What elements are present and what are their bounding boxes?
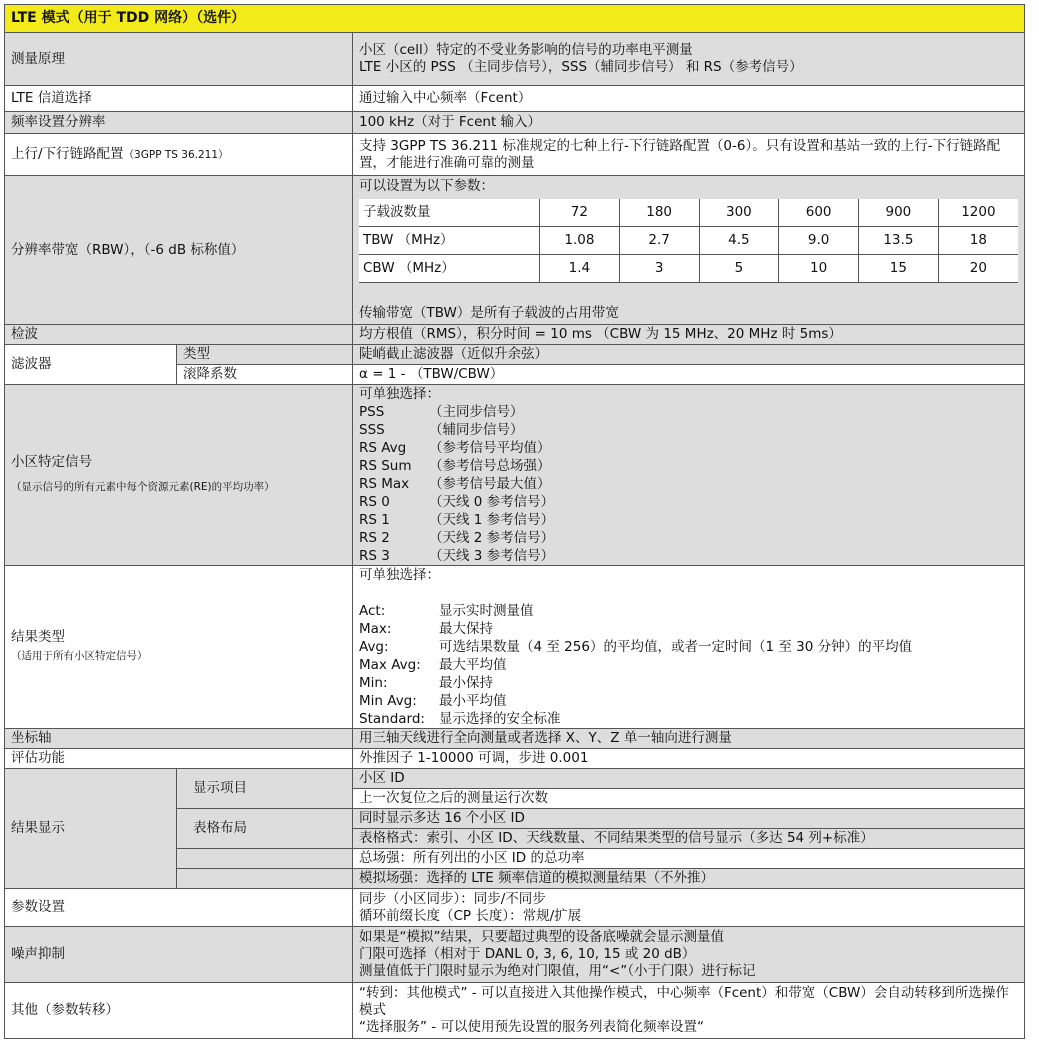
sub-label: 表格布局 bbox=[177, 809, 353, 849]
text-line: 测量值低于门限时显示为绝对门限值，用“<”（小于门限）进行标记 bbox=[359, 963, 756, 979]
row-value: 用三轴天线进行全向测量或者选择 X、Y、Z 单一轴向进行测量 bbox=[353, 729, 1025, 749]
text-line: 可以设置为以下参数： bbox=[359, 178, 494, 194]
sub-label: 显示项目 bbox=[177, 769, 353, 809]
row-cell-signal bbox=[5, 385, 1025, 566]
row-value: 均方根值（RMS），积分时间 = 10 ms （CBW 为 15 MHz、20 MHz 时 5ms） bbox=[353, 325, 1025, 345]
row-value bbox=[353, 176, 1025, 325]
text-line: “转到：其他模式” - 可以直接进入其他操作模式，中心频率（Fcent）和带宽（CBW）会自动转移到所选操作模式 bbox=[359, 985, 1009, 1018]
text-line: LTE 小区的 PSS （主同步信号），SSS（辅同步信号） 和 RS（参考信号） bbox=[359, 59, 803, 75]
rbw-table-row bbox=[359, 227, 1018, 255]
rbw-cell: 2.7 bbox=[619, 227, 699, 255]
label-text: 结果类型 bbox=[11, 629, 65, 645]
row-result-type bbox=[5, 566, 1025, 729]
list-item: RS Avg （参考信号平均值） bbox=[359, 440, 551, 456]
row-value: 100 kHz（对于 Fcent 输入） bbox=[353, 112, 1025, 134]
title-row bbox=[5, 5, 1025, 33]
row-other bbox=[5, 983, 1025, 1039]
rbw-cell: TBW （MHz） bbox=[359, 227, 540, 255]
row-eval bbox=[5, 749, 1025, 769]
list-item: PSS （主同步信号） bbox=[359, 404, 524, 420]
row-value: 模拟场强：选择的 LTE 频率信道的模拟测量结果（不外推） bbox=[353, 869, 1025, 889]
text-line: 同步（小区同步）：同步/不同步 bbox=[359, 890, 546, 907]
row-value bbox=[353, 385, 1025, 566]
rbw-cell: 600 bbox=[779, 199, 859, 227]
row-value: 外推因子 1-10000 可调，步进 0.001 bbox=[353, 749, 1025, 769]
rbw-cell: 900 bbox=[859, 199, 939, 227]
list-item: RS 2 （天线 2 参考信号） bbox=[359, 530, 555, 546]
row-detect bbox=[5, 325, 1025, 345]
rbw-cell: 3 bbox=[619, 255, 699, 283]
rbw-cell: 15 bbox=[859, 255, 939, 283]
row-value bbox=[353, 566, 1025, 729]
list-item: SSS （辅同步信号） bbox=[359, 422, 524, 438]
row-result-display-1 bbox=[5, 769, 1025, 789]
label-small: （显示信号的所有元素中每个资源元素(RE)的平均功率） bbox=[11, 481, 275, 493]
rbw-cell: 9.0 bbox=[779, 227, 859, 255]
label-small: （3GPP TS 36.211） bbox=[123, 148, 229, 161]
rbw-table-row bbox=[359, 199, 1018, 227]
rbw-cell: 子载波数量 bbox=[359, 199, 540, 227]
empty-cell bbox=[177, 849, 353, 869]
list-item: RS 3 （天线 3 参考信号） bbox=[359, 548, 555, 564]
label-text: 小区特定信号 bbox=[11, 454, 92, 470]
row-freq-res bbox=[5, 112, 1025, 134]
row-params bbox=[5, 889, 1025, 927]
list-item: RS Max （参考信号最大值） bbox=[359, 476, 551, 492]
row-rbw bbox=[5, 176, 1025, 325]
text-line: 循环前缀长度（CP 长度）：常规/扩展 bbox=[359, 907, 582, 924]
rbw-cell: 5 bbox=[699, 255, 779, 283]
row-value bbox=[353, 983, 1025, 1039]
list-item: Min: 最小保持 bbox=[359, 675, 493, 691]
list-item: Act: 显示实时测量值 bbox=[359, 603, 534, 619]
list-item: Avg: 可选结果数量（4 至 256）的平均值，或者一定时间（1 至 30 分钟）的平均值 bbox=[359, 639, 913, 655]
row-label: 坐标轴 bbox=[5, 729, 353, 749]
table-title: LTE 模式（用于 TDD 网络）（选件） bbox=[5, 5, 1025, 33]
row-filter-type bbox=[5, 345, 1025, 365]
row-label bbox=[5, 566, 353, 729]
list-item: Max Avg: 最大平均值 bbox=[359, 657, 507, 673]
row-label: 分辨率带宽（RBW），（-6 dB 标称值） bbox=[5, 176, 353, 325]
rbw-cell: CBW （MHz） bbox=[359, 255, 540, 283]
row-label bbox=[5, 134, 353, 176]
row-value: 同时显示多达 16 个小区 ID bbox=[353, 809, 1025, 829]
row-label: 频率设置分辨率 bbox=[5, 112, 353, 134]
label-text: 上行/下行链路配置 bbox=[11, 145, 124, 162]
row-channel bbox=[5, 86, 1025, 112]
row-value: 上一次复位之后的测量运行次数 bbox=[353, 789, 1025, 809]
row-value: 陡峭截止滤波器（近似升余弦） bbox=[353, 345, 1025, 365]
row-ul-dl bbox=[5, 134, 1025, 176]
rbw-cell: 1.08 bbox=[540, 227, 620, 255]
list-item: RS 0 （天线 0 参考信号） bbox=[359, 494, 555, 510]
row-label: 评估功能 bbox=[5, 749, 353, 769]
text-line: 传输带宽（TBW）是所有子载波的占用带宽 bbox=[359, 305, 619, 321]
row-noise bbox=[5, 927, 1025, 983]
text-line: 可单独选择： bbox=[359, 567, 440, 583]
empty-cell bbox=[177, 869, 353, 889]
rbw-cell: 10 bbox=[779, 255, 859, 283]
rbw-cell: 180 bbox=[619, 199, 699, 227]
row-value: 通过输入中心频率（Fcent） bbox=[353, 86, 1025, 112]
text-line: 如果是“模拟”结果，只要超过典型的设备底噪就会显示测量值 bbox=[359, 929, 724, 945]
list-item: Standard: 显示选择的安全标准 bbox=[359, 711, 561, 727]
rbw-cell: 18 bbox=[938, 227, 1018, 255]
rbw-table-row bbox=[359, 255, 1018, 283]
row-value bbox=[353, 889, 1025, 927]
row-label: LTE 信道选择 bbox=[5, 86, 353, 112]
text-line: 可单独选择： bbox=[359, 386, 440, 402]
rbw-cell: 72 bbox=[540, 199, 620, 227]
row-value bbox=[353, 927, 1025, 983]
text-line: “选择服务” - 可以使用预先设置的服务列表简化频率设置“ bbox=[359, 1019, 704, 1035]
label-small: （适用于所有小区特定信号） bbox=[11, 650, 148, 662]
rbw-cell: 13.5 bbox=[859, 227, 939, 255]
row-principle bbox=[5, 33, 1025, 86]
list-item: RS 1 （天线 1 参考信号） bbox=[359, 512, 555, 528]
rbw-cell: 4.5 bbox=[699, 227, 779, 255]
rbw-table bbox=[359, 199, 1018, 283]
rbw-cell: 1200 bbox=[938, 199, 1018, 227]
spacer bbox=[359, 584, 1018, 602]
list-item: Min Avg: 最小平均值 bbox=[359, 693, 507, 709]
list-item: Max: 最大保持 bbox=[359, 621, 493, 637]
text-line: 门限可选择（相对于 DANL 0, 3, 6, 10, 15 或 20 dB） bbox=[359, 946, 696, 962]
row-value: 小区 ID bbox=[353, 769, 1025, 789]
sub-label: 类型 bbox=[177, 345, 353, 365]
row-value: 表格格式：索引、小区 ID、天线数量、不同结果类型的信号显示（多达 54 列+标准） bbox=[353, 829, 1025, 849]
row-label: 测量原理 bbox=[5, 33, 353, 86]
list-item: RS Sum （参考信号总场强） bbox=[359, 458, 551, 474]
row-label: 滤波器 bbox=[5, 345, 177, 385]
rbw-cell: 1.4 bbox=[540, 255, 620, 283]
row-label: 噪声抑制 bbox=[5, 927, 353, 983]
row-axis bbox=[5, 729, 1025, 749]
text-line: 小区（cell）特定的不受业务影响的信号的功率电平测量 bbox=[359, 42, 693, 58]
rbw-cell: 300 bbox=[699, 199, 779, 227]
rbw-cell: 20 bbox=[938, 255, 1018, 283]
row-label: 检波 bbox=[5, 325, 353, 345]
row-label bbox=[5, 385, 353, 566]
row-value: α = 1 - （TBW/CBW） bbox=[353, 365, 1025, 385]
row-label: 结果显示 bbox=[5, 769, 177, 889]
sub-label: 滚降系数 bbox=[177, 365, 353, 385]
row-label: 参数设置 bbox=[5, 889, 353, 927]
row-label: 其他（参数转移） bbox=[5, 983, 353, 1039]
row-value: 支持 3GPP TS 36.211 标准规定的七种上行-下行链路配置（0-6）。只有设置和基站一致的上行-下行链路配置，才能进行准确可靠的测量 bbox=[353, 134, 1025, 176]
row-value bbox=[353, 33, 1025, 86]
spec-table bbox=[4, 4, 1025, 1039]
row-value: 总场强：所有列出的小区 ID 的总功率 bbox=[353, 849, 1025, 869]
